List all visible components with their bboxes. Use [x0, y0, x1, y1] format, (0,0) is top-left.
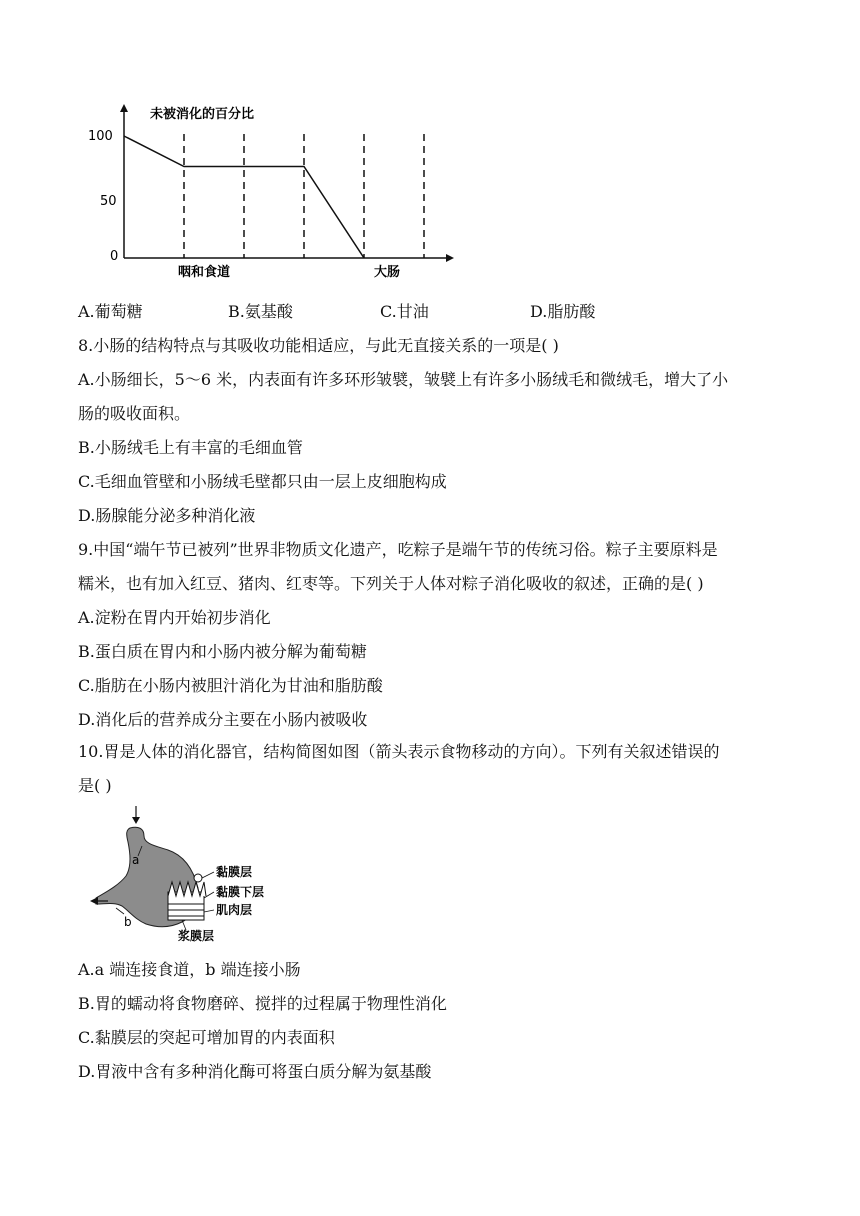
q9-option-c: C.脂肪在小肠内被胆汁消化为甘油和脂肪酸 — [78, 676, 383, 695]
q8-option-a-cont: 肠的吸收面积。 — [78, 404, 191, 423]
q10-option-b: B.胃的蠕动将食物磨碎、搅拌的过程属于物理性消化 — [78, 994, 447, 1013]
food-in-arrowhead — [132, 817, 140, 824]
label-b: b — [124, 915, 132, 929]
layer-1-leader — [202, 872, 214, 878]
q7-option-a: A.葡萄糖 — [78, 302, 143, 321]
layer-label-mucosa: 黏膜层 — [216, 865, 253, 879]
q10-stem: 10.胃是人体的消化器官，结构简图如图（箭头表示食物移动的方向）。下列有关叙述错误的 — [78, 742, 720, 761]
y-tick-label: 50 — [100, 194, 117, 209]
q8-option-b: B.小肠绒毛上有丰富的毛细血管 — [78, 438, 303, 457]
q9-stem-cont: 糯米，也有加入红豆、猪肉、红枣等。下列关于人体对粽子消化吸收的叙述，正确的是( ) — [78, 574, 704, 593]
food-out-arrowhead — [90, 897, 98, 905]
q9-stem: 9.中国“端午节已被列”世界非物质文化遗产，吃粽子是端午节的传统习俗。粽子主要原料是 — [78, 540, 718, 559]
section-dividers — [184, 134, 424, 258]
q10-option-a: A.a 端连接食道，b 端连接小肠 — [78, 960, 301, 979]
layer-label-submucosa: 黏膜下层 — [216, 885, 265, 899]
x-section-label-esophagus: 咽和食道 — [178, 265, 231, 280]
y-tick-label: 0 — [110, 249, 119, 264]
y-axis-arrow — [120, 104, 128, 112]
q10-option-c: C.黏膜层的突起可增加胃的内表面积 — [78, 1028, 335, 1047]
digestion-line-chart — [86, 98, 456, 288]
q10-option-d: D.胃液中含有多种消化酶可将蛋白质分解为氨基酸 — [78, 1062, 432, 1081]
q7-option-c: C.甘油 — [380, 302, 429, 321]
layer-label-muscle: 肌肉层 — [216, 903, 253, 917]
chart-title: 未被消化的百分比 — [150, 107, 255, 122]
q8-option-c: C.毛细血管壁和小肠绒毛壁都只由一层上皮细胞构成 — [78, 472, 447, 491]
q8-option-a: A.小肠细长，5～6 米，内表面有许多环形皱襞，皱襞上有许多小肠绒毛和微绒毛，增大了小 — [78, 370, 729, 389]
label-b-leader — [116, 908, 124, 914]
q9-option-a: A.淀粉在胃内开始初步消化 — [78, 608, 271, 627]
q7-option-b: B.氨基酸 — [228, 302, 293, 321]
y-tick-label: 100 — [88, 129, 113, 144]
q7-option-d: D.脂肪酸 — [530, 302, 596, 321]
x-axis-arrow — [446, 254, 454, 262]
layer-3-leader — [204, 910, 214, 912]
q9-option-d: D.消化后的营养成分主要在小肠内被吸收 — [78, 710, 368, 729]
layer-label-serosa: 浆膜层 — [178, 929, 215, 943]
x-section-label-large-intestine: 大肠 — [374, 265, 401, 280]
q9-option-b: B.蛋白质在胃内和小肠内被分解为葡萄糖 — [78, 642, 367, 661]
q8-option-d: D.肠腺能分泌多种消化液 — [78, 506, 256, 525]
stomach-diagram — [86, 806, 282, 946]
q8-stem: 8.小肠的结构特点与其吸收功能相适应，与此无直接关系的一项是( ) — [78, 336, 559, 355]
label-a: a — [132, 853, 140, 867]
q10-stem-cont: 是( ) — [78, 776, 112, 795]
